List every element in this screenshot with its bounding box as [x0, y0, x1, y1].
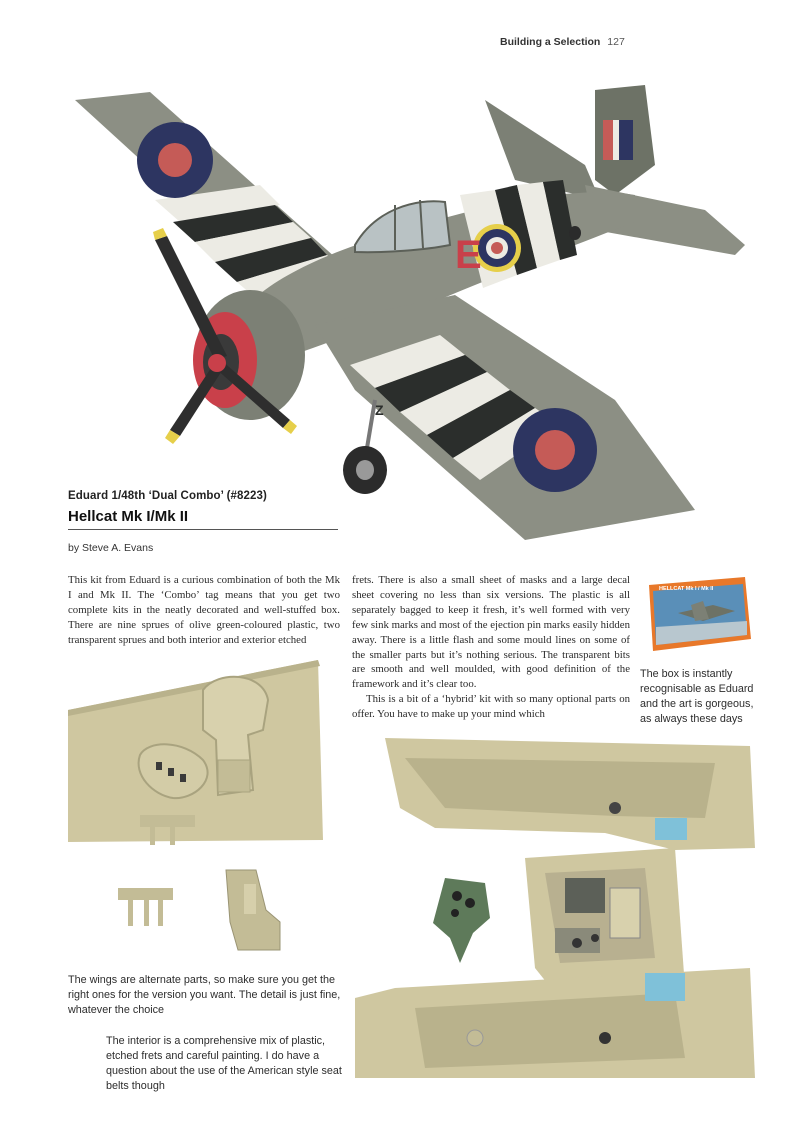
- hellcat-model-photo: [55, 70, 755, 550]
- gear-door-letter: Z: [375, 402, 384, 418]
- article-title: Hellcat Mk I/Mk II: [68, 508, 189, 525]
- body-paragraph: This is a bit of a ‘hybrid’ kit with so many optional parts on offer. You have to make up your mind which: [352, 693, 630, 721]
- title-divider: [68, 529, 338, 530]
- running-head: [500, 36, 660, 48]
- kit-box-photo: [643, 575, 753, 653]
- body-column-2: [352, 573, 630, 722]
- interior-caption: The interior is a comprehensive mix of plastic, etched frets and careful painting. I do have a question about the use of the American style seat belts though: [106, 1035, 342, 1092]
- section-title: Building a Selection: [500, 36, 601, 48]
- body-column-1: This kit from Eduard is a curious combination of both the Mk I and Mk II. The ‘Combo’ tag means that you get two complete kits in the neatly decorated and well-stuffed box. There are nine sprues of olive green-coloured plastic, two transparent sprues and both interior and exterior etched: [68, 574, 340, 646]
- page-number: 127: [607, 36, 625, 48]
- article-kicker: Eduard 1/48th ‘Dual Combo’ (#8223): [68, 490, 267, 502]
- wing-parts-photo: [68, 660, 358, 960]
- box-caption: The box is instantly recognisable as Eduard and the art is gorgeous, as always these days: [640, 668, 754, 725]
- aircraft-code-letter: E: [455, 233, 482, 277]
- box-art-title: HELLCAT Mk I / Mk II: [659, 586, 714, 592]
- body-paragraph: frets. There is also a small sheet of masks and a large decal sheet covering no less than six versions. The plastic is all separately bagged to keep it fresh, it’s well formed with very few sink marks and most of the ejection pin marks easily hidden away. There is a little flash and some mould lines on some of the smaller parts but it’s nothing serious. The transparent bits are smooth and well moulded, with good definition of the framework and it’s clear too.: [352, 574, 630, 691]
- interior-parts-photo: [355, 738, 755, 1078]
- wings-caption: The wings are alternate parts, so make sure you get the right ones for the version you want. The detail is just fine, whatever the choice: [68, 974, 341, 1016]
- byline: by Steve A. Evans: [68, 542, 154, 554]
